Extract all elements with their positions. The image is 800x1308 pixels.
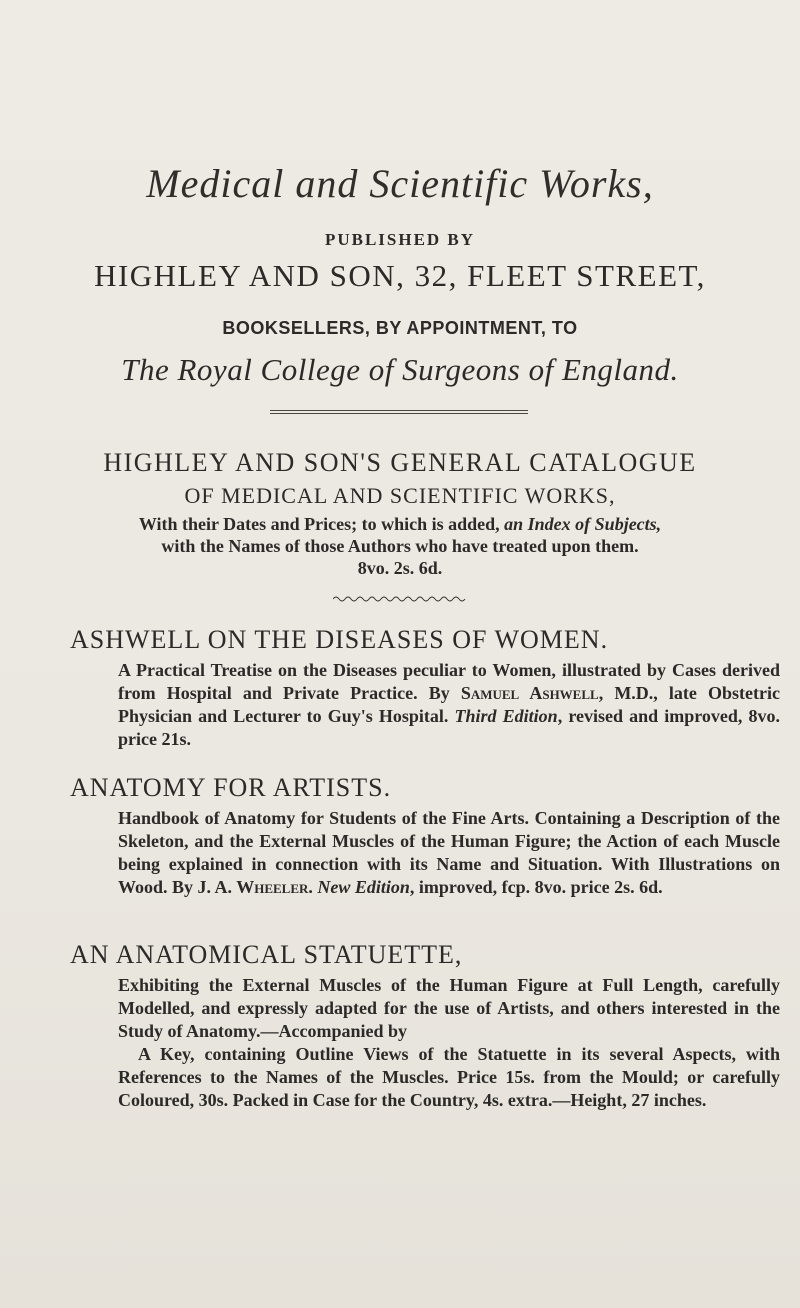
entry-body [118,807,780,899]
entry-edition: New Edition [317,877,410,897]
divider-rule [270,410,528,414]
entry-title: ANATOMY FOR ARTISTS. [70,773,392,802]
catalogue-desc-italic: an Index of Subjects, [504,514,662,534]
entry-edition: Third Edition [454,706,558,726]
booksellers-line: BOOKSELLERS, BY APPOINTMENT, TO [222,318,578,338]
entry-text: . [308,877,318,897]
entry-anatomy-for-artists [70,773,780,899]
catalogue-description [0,513,800,579]
published-by-line: PUBLISHED BY [324,230,476,249]
publisher-name: HIGHLEY AND SON, 32, FLEET STREET, [94,258,706,293]
wavy-divider [333,595,467,603]
entry-text: , improved, fcp. 8vo. price 2s. 6d. [409,877,663,897]
entry-ashwell [70,625,780,751]
entry-author: Samuel Ashwell [460,683,599,703]
entry-body [118,659,780,751]
catalogue-desc-text: With their Dates and Prices; to which is added, [138,514,505,534]
entry-text: Exhibiting the External Muscles of the Human Figure at Full Length, carefully Modelled, and expressly adapted for the use of Artists, and others interested in the Study of Anatomy.—Accompanied by [118,975,780,1041]
entry-text: , M.D., late Obstetric Physician and Lecturer to Guy's Hospital. [118,683,781,726]
entry-title: ASHWELL ON THE DISEASES OF WOMEN. [70,625,609,654]
entry-author: J. A. Wheeler [197,877,309,897]
entry-text: , revised and improved, 8vo. price 21s. [118,706,781,749]
entry-key-text: A Key, containing Outline Views of the Statuette in its several Aspects, with References to the Names of the Muscles. Price 15s. from the Mould; or carefully Coloured, 30s. Packed in Case for the Country, 4s. extra.—Height, 27 inches. [118,1044,780,1110]
catalogue-subtitle: OF MEDICAL AND SCIENTIFIC WORKS, [184,483,616,508]
catalogue-desc-line2: with the Names of those Authors who have treated upon them. [161,536,639,556]
entry-title: AN ANATOMICAL STATUETTE, [70,940,463,969]
catalogue-title: HIGHLEY AND SON'S GENERAL CATALOGUE [103,448,697,477]
college-line: The Royal College of Surgeons of England. [121,352,679,387]
page-heading: Medical and Scientific Works, [146,161,654,206]
entry-anatomical-statuette [70,940,780,1112]
entry-body [118,974,780,1112]
entry-text: Handbook of Anatomy for Students of the Fine Arts. Containing a Description of the Skeleton, and the External Muscles of the Human Figure; the Action of each Muscle being explained in connection with its Name and Situation. With Illustrations on Wood. By [118,808,780,897]
entry-text: A Practical Treatise on the Diseases peculiar to Women, illustrated by Cases derived from Hospital and Private Practice. By [118,660,780,703]
catalogue-price: 8vo. 2s. 6d. [357,558,443,578]
